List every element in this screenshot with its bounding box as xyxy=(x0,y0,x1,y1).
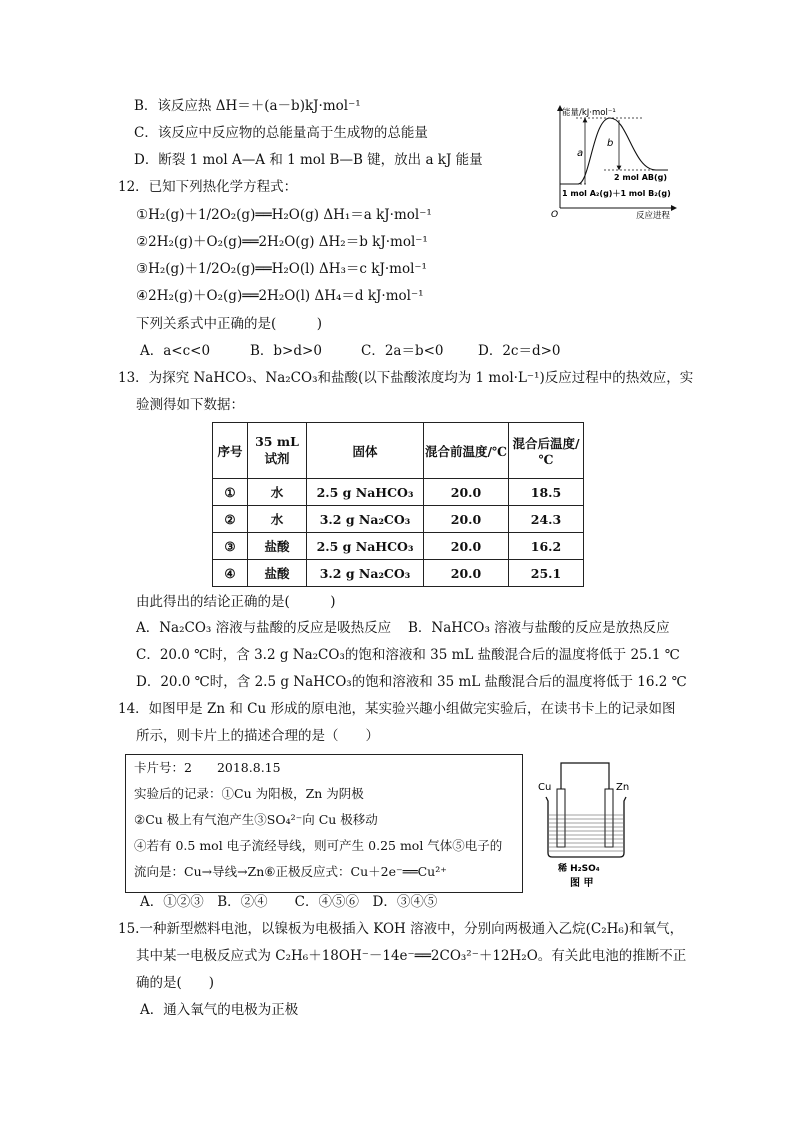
q13-option-b: B．NaHCO₃ 溶液与盐酸的反应是放热反应 xyxy=(408,620,670,636)
q13-stem-line2: 验测得如下数据： xyxy=(136,397,244,413)
q12-option-b: B．b>d>0 xyxy=(250,343,322,359)
q12-option-d: D．2c＝d>0 xyxy=(478,343,561,359)
card-line-2: 实验后的记录：①Cu 为阳极，Zn 为阴极 xyxy=(134,786,364,801)
acid-label: 稀 H₂SO₄ xyxy=(558,864,600,874)
reading-card xyxy=(125,754,523,893)
table-cell: 20.0 xyxy=(424,506,509,533)
table-row xyxy=(213,479,584,506)
q14-stem-line2: 所示，则卡片上的描述合理的是（ ） xyxy=(136,728,379,744)
table-cell: 2.5 g NaHCO₃ xyxy=(307,533,424,560)
zn-electrode xyxy=(605,789,613,847)
cu-electrode xyxy=(557,789,565,847)
cu-label: Cu xyxy=(538,782,552,793)
table-header: 固体 xyxy=(307,423,424,479)
q15-option-a: A．通入氧气的电极为正极 xyxy=(140,1002,299,1018)
table-header: 混合后温度/℃ xyxy=(509,423,584,479)
table-header-row xyxy=(213,423,584,479)
table-header: 混合前温度/℃ xyxy=(424,423,509,479)
reactant-label: 1 mol A₂(g)＋1 mol B₂(g) xyxy=(562,189,671,198)
table-cell: 水 xyxy=(248,506,307,533)
temperature-table xyxy=(212,422,584,587)
table-cell: 水 xyxy=(248,479,307,506)
q11-option-c: C．该反应中反应物的总能量高于生成物的总能量 xyxy=(134,125,428,141)
q13-ask: 由此得出的结论正确的是( ) xyxy=(136,594,336,610)
q12-stem: 12．已知下列热化学方程式： xyxy=(118,179,298,195)
table-row xyxy=(213,533,584,560)
q15-stem-line1: 15.一种新型燃料电池，以镍板为电极插入 KOH 溶液中，分别向两极通入乙烷(C₂H₆)和氧气， xyxy=(118,921,684,937)
q13-stem-line1: 13．为探究 NaHCO₃、Na₂CO₃和盐酸(以下盐酸浓度均为 1 mol·L⁻¹)反应过程中的热效应，实 xyxy=(118,370,694,386)
table-header: 35 mL 试剂 xyxy=(248,423,307,479)
table-cell: 3.2 g Na₂CO₃ xyxy=(307,506,424,533)
galvanic-cell-figure xyxy=(536,753,636,893)
q12-eq4: ④2H₂(g)＋O₂(g)══2H₂O(l) ΔH₄＝d kJ·mol⁻¹ xyxy=(136,288,424,304)
table-cell: 20.0 xyxy=(424,533,509,560)
q14-options: A．①②③ B．②④ C．④⑤⑥ D．③④⑤ xyxy=(140,894,438,910)
q11-option-d: D．断裂 1 mol A—A 和 1 mol B—B 键，放出 a kJ 能量 xyxy=(134,152,483,168)
table-cell: 16.2 xyxy=(509,533,584,560)
table-header: 序号 xyxy=(213,423,248,479)
table-row xyxy=(213,506,584,533)
graph-ylabel: 能量/kJ·mol⁻¹ xyxy=(562,108,616,118)
q12-eq3: ③H₂(g)＋1/2O₂(g)══H₂O(l) ΔH₃＝c kJ·mol⁻¹ xyxy=(136,261,427,277)
table-cell: ② xyxy=(213,506,248,533)
table-row xyxy=(213,560,584,587)
q15-stem-line2: 其中某一电极反应式为 C₂H₆＋18OH⁻－14e⁻══2CO₃²⁻＋12H₂O。有关此电池的推断不正 xyxy=(136,948,687,964)
graph-origin: O xyxy=(551,210,559,220)
card-line-4: ④若有 0.5 mol 电子流经导线，则可产生 0.25 mol 气体⑤电子的 xyxy=(134,838,503,853)
table-cell: 20.0 xyxy=(424,560,509,587)
table-cell: 3.2 g Na₂CO₃ xyxy=(307,560,424,587)
table-cell: 2.5 g NaHCO₃ xyxy=(307,479,424,506)
label-b: b xyxy=(607,138,614,149)
table-cell: 20.0 xyxy=(424,479,509,506)
energy-diagram xyxy=(548,104,678,220)
q12-eq1: ①H₂(g)＋1/2O₂(g)══H₂O(g) ΔH₁＝a kJ·mol⁻¹ xyxy=(136,207,432,223)
table-cell: 盐酸 xyxy=(248,533,307,560)
card-line-3: ②Cu 极上有气泡产生③SO₄²⁻向 Cu 极移动 xyxy=(134,812,378,827)
table-cell: 18.5 xyxy=(509,479,584,506)
product-label: 2 mol AB(g) xyxy=(614,173,668,182)
table-cell: 24.3 xyxy=(509,506,584,533)
q13-option-c: C．20.0 ℃时，含 3.2 g Na₂CO₃的饱和溶液和 35 mL 盐酸混合后的温度将低于 25.1 ℃ xyxy=(136,647,680,663)
q11-option-b: B．该反应热 ΔH＝＋(a－b)kJ·mol⁻¹ xyxy=(134,98,361,114)
q12-option-a: A．a<c<0 xyxy=(140,343,211,359)
q12-ask: 下列关系式中正确的是( ) xyxy=(136,316,323,332)
zn-label: Zn xyxy=(616,782,630,793)
q14-stem-line1: 14．如图甲是 Zn 和 Cu 形成的原电池，某实验兴趣小组做完实验后，在读书卡上的记录如图 xyxy=(118,701,676,717)
q12-option-c: C．2a＝b<0 xyxy=(361,343,444,359)
q12-eq2: ②2H₂(g)＋O₂(g)══2H₂O(g) ΔH₂＝b kJ·mol⁻¹ xyxy=(136,234,428,250)
label-a: a xyxy=(577,148,584,159)
figure-caption: 图 甲 xyxy=(570,878,594,889)
card-line-1: 卡片号：2 2018.8.15 xyxy=(134,760,281,775)
table-cell: ④ xyxy=(213,560,248,587)
q13-option-d: D．20.0 ℃时，含 2.5 g NaHCO₃的饱和溶液和 35 mL 盐酸混合后的温度将低于 16.2 ℃ xyxy=(136,674,687,690)
q13-option-a: A．Na₂CO₃ 溶液与盐酸的反应是吸热反应 xyxy=(136,620,392,636)
table-cell: ③ xyxy=(213,533,248,560)
graph-xlabel: 反应进程 xyxy=(636,211,671,220)
q15-stem-line3: 确的是( ) xyxy=(136,975,215,991)
table-cell: 25.1 xyxy=(509,560,584,587)
wire xyxy=(561,763,609,791)
card-line-5: 流向是：Cu→导线→Zn⑥正极反应式：Cu＋2e⁻══Cu²⁺ xyxy=(134,864,447,879)
table-cell: ① xyxy=(213,479,248,506)
table-cell: 盐酸 xyxy=(248,560,307,587)
